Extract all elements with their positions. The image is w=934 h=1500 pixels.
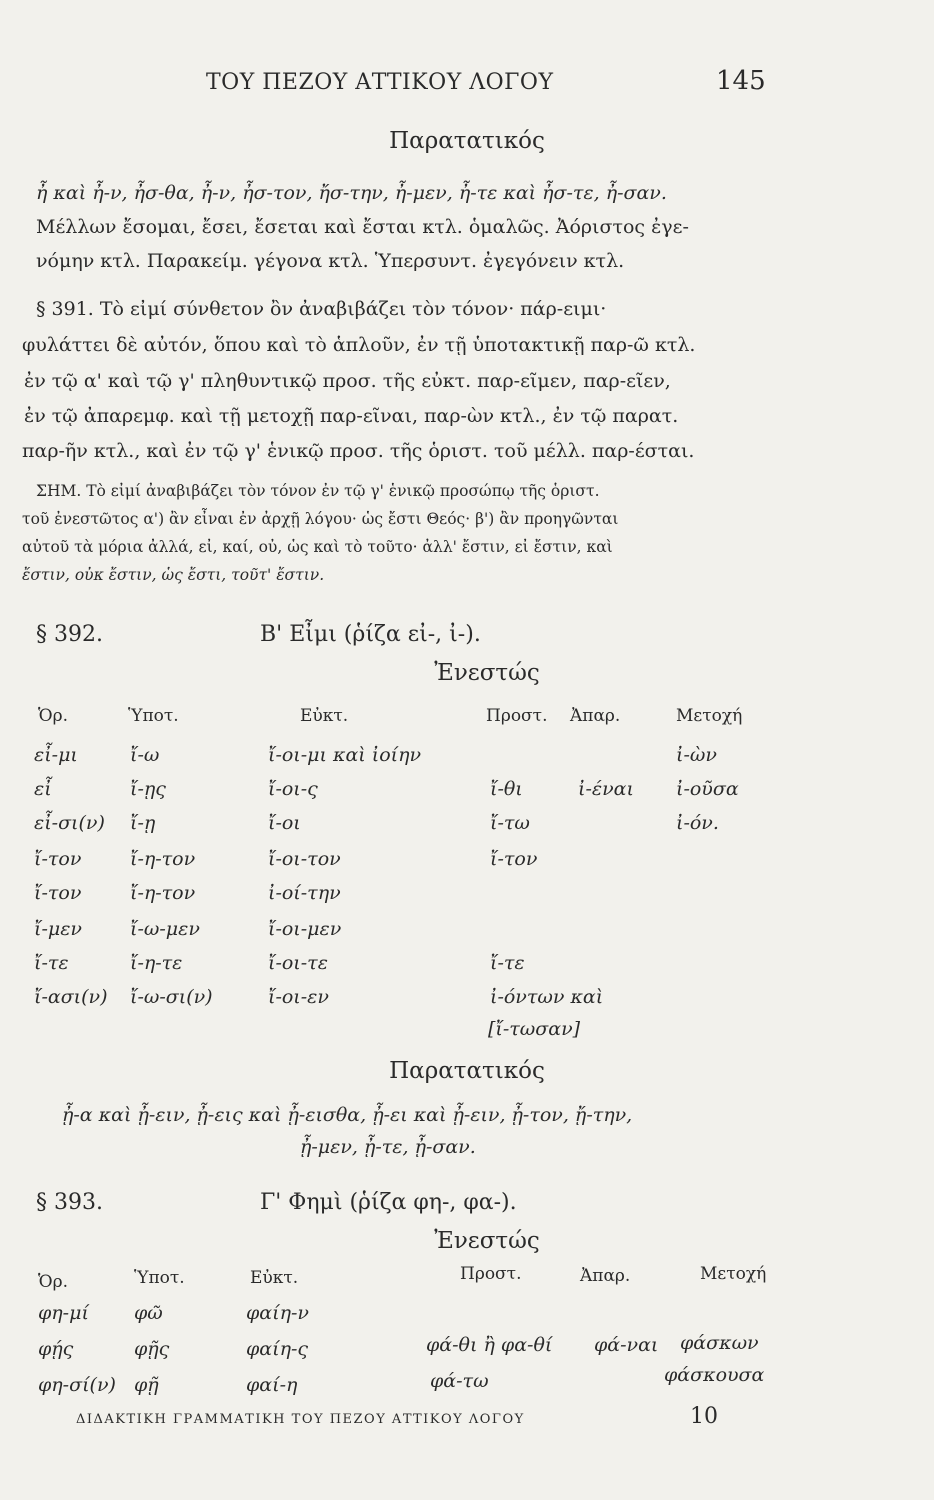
future-line: Μέλλων ἔσομαι, ἔσει, ἔσεται καὶ ἔσται κτλ. ὁμαλῶς. Ἀόριστος ἐγε- — [36, 216, 689, 238]
printer-signature-mark: 10 — [690, 1404, 718, 1429]
table-cell: ἴ-θι — [490, 778, 523, 800]
table-cell: φάσκουσα — [664, 1364, 765, 1386]
section-392-imperfect-line-1: ᾖ-α καὶ ᾖ-ειν, ᾖ-εις καὶ ᾖ-εισθα, ᾖ-ει καὶ ᾖ-ειν, ᾖ-τον, ᾔ-την, — [62, 1104, 633, 1126]
table-cell: ἴ-ασι(ν) — [34, 986, 108, 1008]
column-header: Μετοχή — [676, 706, 743, 726]
table-cell: εἶ-μι — [34, 744, 78, 766]
table-cell: ἴ-οι-μεν — [268, 918, 342, 940]
table-cell: φάσκων — [680, 1332, 759, 1354]
imperfect-heading: Παρατατικός — [389, 128, 545, 154]
page-number: 145 — [716, 66, 766, 96]
table-cell: φαίη-ν — [246, 1302, 309, 1324]
table-cell: ἴ-τον — [34, 882, 82, 904]
table-cell: ἰ-οί-την — [268, 882, 341, 904]
column-header: Εὐκτ. — [300, 706, 349, 726]
table-cell: ἴ-ω — [130, 744, 160, 766]
section-391-line-3: ἐν τῷ α' καὶ τῷ γ' πληθυντικῷ προσ. τῆς εὐκτ. παρ-εῖμεν, παρ-εῖεν, — [24, 370, 671, 392]
perfect-line: νόμην κτλ. Παρακείμ. γέγονα κτλ. Ὑπερσυντ. ἐγεγόνειν κτλ. — [36, 250, 625, 272]
column-header: Ἀπαρ. — [570, 706, 621, 726]
table-cell: φῄς — [38, 1338, 74, 1360]
table-cell: ἰ-έναι — [578, 778, 634, 800]
table-cell: ἴ-τε — [490, 952, 525, 974]
section-391-line-2: φυλάττει δὲ αὐτόν, ὅπου καὶ τὸ ἁπλοῦν, ἐν τῇ ὑποτακτικῇ παρ-ῶ κτλ. — [22, 334, 696, 356]
note-line-3: αὐτοῦ τὰ μόρια ἀλλά, εἰ, καί, οὐ, ὡς καὶ τὸ τοῦτο· ἀλλ' ἔστιν, εἰ ἔστιν, καὶ — [22, 538, 613, 556]
table-cell: φη-μί — [38, 1302, 89, 1324]
note-line-4: ἔστιν, οὐκ ἔστιν, ὡς ἔστι, τοῦτ' ἔστιν. — [22, 566, 325, 584]
section-393-present-heading: Ἐνεστώς — [434, 1228, 540, 1254]
column-header: Ὑποτ. — [128, 706, 179, 726]
printer-signature-text: ΔΙΔΑΚΤΙΚΗ ΓΡΑΜΜΑΤΙΚΗ ΤΟΥ ΠΕΖΟΥ ΑΤΤΙΚΟΥ ΛΟΓΟΥ — [76, 1412, 525, 1427]
column-header: Ὁρ. — [38, 1272, 69, 1292]
table-cell: ἴ-οι-τον — [268, 848, 341, 870]
note-line-1: ΣΗΜ. Τὸ εἰμί ἀναβιβάζει τὸν τόνον ἐν τῷ γ' ἑνικῷ προσώπῳ τῆς ὁριστ. — [36, 482, 600, 500]
section-392-title: Β' Εἶμι (ῥίζα εἰ-, ἰ-). — [260, 622, 481, 647]
note-line-2: τοῦ ἐνεστῶτος α') ἂν εἶναι ἐν ἀρχῇ λόγου· ὡς ἔστι Θεός· β') ἂν προηγῶνται — [22, 510, 619, 528]
column-header: Ὁρ. — [38, 706, 69, 726]
table-cell: φη-σί(ν) — [38, 1374, 116, 1396]
table-cell: φαίη-ς — [246, 1338, 309, 1360]
table-cell: ἴ-τω — [490, 812, 530, 834]
column-header: Ἀπαρ. — [580, 1266, 631, 1286]
table-cell: ἰ-όντων καὶ — [490, 986, 604, 1008]
column-header: Εὐκτ. — [250, 1268, 299, 1288]
table-cell: ἴ-τε — [34, 952, 69, 974]
table-cell: φῇ — [134, 1374, 159, 1396]
table-cell: ἴ-η-τον — [130, 882, 196, 904]
table-cell: φῇς — [134, 1338, 170, 1360]
section-393-title: Γ' Φημὶ (ῥίζα φη-, φα-). — [260, 1190, 517, 1215]
column-header: Προστ. — [486, 706, 548, 726]
section-392-imperfect-line-2: ᾖ-μεν, ᾖ-τε, ᾖ-σαν. — [300, 1136, 476, 1158]
table-cell: φά-θι ἢ φα-θί — [426, 1334, 553, 1356]
section-392-number: § 392. — [36, 622, 103, 647]
table-cell: ἴ-η-τε — [130, 952, 183, 974]
section-392-imperfect-heading: Παρατατικός — [389, 1058, 545, 1084]
running-head-title: ΤΟΥ ΠΕΖΟΥ ΑΤΤΙΚΟΥ ΛΟΓΟΥ — [206, 70, 554, 95]
table-cell: φά-ναι — [594, 1334, 659, 1356]
table-cell: ἰ-ὼν — [676, 744, 717, 766]
table-cell: ἴ-οι-μι καὶ ἰοίην — [268, 744, 422, 766]
imperfect-line-1: ἦ καὶ ἦ-ν, ἦσ-θα, ἦ-ν, ἦσ-τον, ἤσ-την, ἦ-μεν, ἦ-τε καὶ ἦσ-τε, ἦ-σαν. — [36, 182, 667, 204]
table-cell: ἴ-οι — [268, 812, 301, 834]
table-cell: ἴ-η-τον — [130, 848, 196, 870]
column-header: Προστ. — [460, 1264, 522, 1284]
table-cell: ἴ-ῃς — [130, 778, 166, 800]
imperative-alt-form: [ἴ-τωσαν] — [488, 1018, 581, 1040]
table-cell: ἴ-οι-ς — [268, 778, 318, 800]
table-cell: εἶ — [34, 778, 52, 800]
section-391-line-5: παρ-ῆν κτλ., καὶ ἐν τῷ γ' ἑνικῷ προσ. τῆς ὁριστ. τοῦ μέλλ. παρ-έσται. — [22, 440, 695, 462]
table-cell: ἰ-όν. — [676, 812, 719, 834]
table-cell: ἴ-οι-τε — [268, 952, 328, 974]
table-cell: ἴ-τον — [34, 848, 82, 870]
table-cell: ἴ-οι-εν — [268, 986, 329, 1008]
table-cell: φῶ — [134, 1302, 163, 1324]
section-391-line-4: ἐν τῷ ἀπαρεμφ. καὶ τῇ μετοχῇ παρ-εῖναι, παρ-ὼν κτλ., ἐν τῷ παρατ. — [24, 405, 679, 427]
column-header: Μετοχή — [700, 1264, 767, 1284]
table-cell: ἰ-οῦσα — [676, 778, 739, 800]
section-393-number: § 393. — [36, 1190, 103, 1215]
table-cell: ἴ-τον — [490, 848, 538, 870]
table-cell: φαί-η — [246, 1374, 298, 1396]
section-392-present-heading: Ἐνεστώς — [434, 660, 540, 686]
column-header: Ὑποτ. — [134, 1268, 185, 1288]
table-cell: ἴ-ῃ — [130, 812, 156, 834]
table-cell: φά-τω — [430, 1370, 489, 1392]
section-391-line-1: § 391. Τὸ εἰμί σύνθετον ὂν ἀναβιβάζει τὸν τόνον· πάρ-ειμι· — [36, 298, 607, 320]
table-cell: ἴ-ω-μεν — [130, 918, 200, 940]
table-cell: εἶ-σι(ν) — [34, 812, 105, 834]
table-cell: ἴ-μεν — [34, 918, 82, 940]
table-cell: ἴ-ω-σι(ν) — [130, 986, 213, 1008]
